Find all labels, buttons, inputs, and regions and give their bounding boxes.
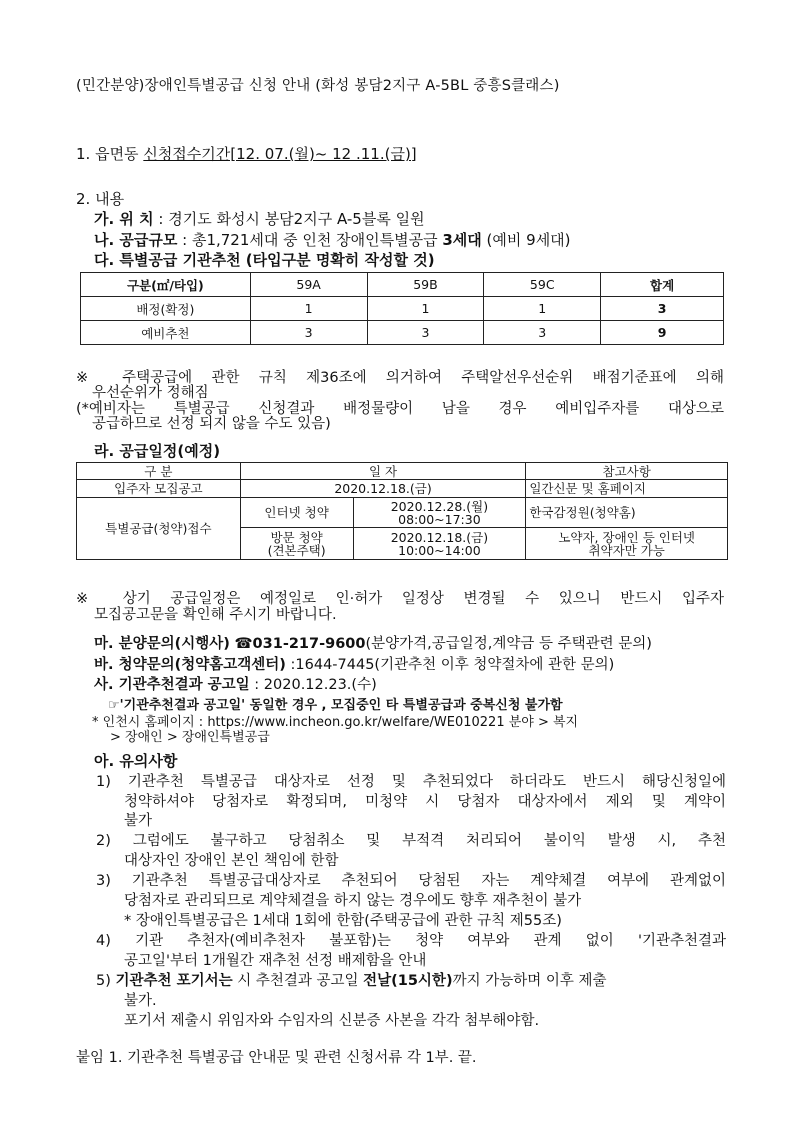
- note2-line1: ※ 상기 공급일정은 예정일로 인·허가 일정상 변경될 수 있으니 반드시 입주자: [76, 591, 724, 607]
- cell-total: 9: [601, 321, 724, 345]
- cell: 1: [484, 297, 601, 321]
- section2-label: 2. 내용: [76, 190, 125, 208]
- cell-total: 3: [601, 297, 724, 321]
- sales-inquiry-text: (분양가격,공급일정,계약금 등 주택관련 문의): [365, 636, 652, 652]
- visit-note-line2: 취약자만 가능: [588, 542, 665, 558]
- precaution-4-line2: 공고일'부터 1개월간 재추천 선정 배제함을 안내: [124, 953, 427, 969]
- note1-line4: 공급하므로 선정 되지 않을 수도 있음): [92, 416, 331, 432]
- visit-method: 방문 청약: [270, 529, 323, 545]
- precaution-3-line3: * 장애인특별공급은 1세대 1회에 한함(주택공급에 관한 규칙 제55조): [124, 913, 562, 929]
- table-row: [77, 498, 728, 528]
- precaution-5-text2: 까지 가능하며 이후 제출: [452, 973, 607, 989]
- visit-note-line1: 노약자, 장애인 등 인터넷: [558, 529, 695, 545]
- precaution-5-num: 5): [96, 973, 116, 989]
- header-59a: 59A: [250, 273, 367, 297]
- announcement-date: 2020.12.18.(금): [240, 480, 526, 498]
- result-announcement-date: : 2020.12.23.(수): [249, 677, 377, 693]
- visit-date-time: 10:00~14:00: [398, 542, 481, 558]
- supply-scale-tail: (예비 9세대): [481, 231, 571, 249]
- website-line2: > 장애인 > 장애인특별공급: [110, 730, 270, 745]
- schedule-header-date: 일 자: [240, 463, 526, 480]
- internet-date: [353, 498, 526, 528]
- precaution-1-line2: 청약하셔야 당첨자로 확정되며, 미청약 시 당첨자 대상자에서 제외 및 계약이: [124, 794, 726, 810]
- table-row: [77, 480, 728, 498]
- precaution-5-bold2: 전날(15시한): [363, 973, 453, 989]
- application-period: 신청접수기간[12. 07.(월)~ 12 .11.(금)]: [143, 145, 417, 163]
- sales-inquiry-line: [94, 632, 652, 653]
- result-announcement-label: 사. 기관추천결과 공고일: [94, 677, 250, 693]
- application-inquiry-text: :1644-7445(기관추천 이후 청약절차에 관한 문의): [285, 657, 615, 673]
- table-row: [81, 321, 724, 345]
- sales-inquiry-label: 마. 분양문의(시행사): [94, 636, 230, 652]
- cell: 3: [250, 321, 367, 345]
- section1-label: 1. 읍면동: [76, 145, 144, 163]
- result-announcement-line: [94, 673, 377, 694]
- table-row: [81, 297, 724, 321]
- internet-date-day: 2020.12.28.(월): [390, 498, 489, 514]
- supply-scale-count: 3세대: [442, 231, 482, 249]
- schedule-heading: 라. 공급일정(예정): [94, 442, 221, 460]
- schedule-header-row: [77, 463, 728, 480]
- precaution-2-line1: 2) 그럼에도 불구하고 당첨취소 및 부적격 처리되어 불이익 발생 시, 추천: [96, 833, 726, 849]
- header-59b: 59B: [367, 273, 484, 297]
- precaution-3-line2: 당첨자로 관리되므로 계약체결을 하지 않는 경우에도 향후 재추천이 불가: [124, 893, 582, 909]
- note2-line2: 모집공고문을 확인해 주시기 바랍니다.: [94, 607, 337, 623]
- precaution-3-line1: 3) 기관추천 특별공급대상자로 추천되어 당첨된 자는 계약체결 여부에 관계없이: [96, 873, 726, 889]
- precaution-5-bold1: 기관추천 포기서는: [115, 973, 233, 989]
- precautions-heading: 아. 유의사항: [94, 752, 178, 770]
- announcement-note: 일간신문 및 홈페이지: [526, 480, 728, 498]
- precaution-5-line3: 포기서 제출시 위임자와 수임자의 신분증 사본을 각각 첨부해야함.: [124, 1013, 540, 1029]
- precaution-4-line1: 4) 기관 추천자(예비추천자 불포함)는 청약 여부와 관계 없이 '기관추천결과: [96, 933, 726, 949]
- precaution-1-line3: 불가: [124, 813, 153, 829]
- supply-scale-text: : 총1,721세대 중 인천 장애인특별공급: [177, 231, 443, 249]
- cell: 1: [367, 297, 484, 321]
- visit-place: (견본주택): [267, 542, 326, 558]
- precaution-2-line2: 대상자인 장애인 본인 책임에 한함: [124, 853, 339, 869]
- application-inquiry-line: [94, 653, 614, 674]
- document-title: (민간분양)장애인특별공급 신청 안내 (화성 봉담2지구 A-5BL 중흥S클래스): [76, 78, 560, 94]
- application-inquiry-label: 바. 청약문의(청약홈고객센터): [94, 657, 286, 673]
- allocation-table: [80, 272, 724, 345]
- note1-line2: 우선순위가 정해짐: [92, 385, 209, 401]
- location-prefix: 가. 위 치: [94, 210, 154, 228]
- row-label: 배정(확정): [81, 297, 251, 321]
- announcement-label: 입주자 모집공고: [77, 480, 241, 498]
- visit-application: [240, 528, 353, 560]
- location-line: [94, 208, 425, 229]
- cell: 3: [367, 321, 484, 345]
- special-supply-label: 특별공급(청약)접수: [77, 498, 241, 560]
- sales-inquiry-phone: ☎031-217-9600: [234, 636, 366, 652]
- schedule-table: [76, 462, 728, 560]
- cell: 1: [250, 297, 367, 321]
- header-total: 합계: [601, 273, 724, 297]
- attachment-footer: 붙임 1. 기관추천 특별공급 안내문 및 관련 신청서류 각 1부. 끝.: [76, 1050, 477, 1066]
- row-label: 예비추천: [81, 321, 251, 345]
- visit-date: [353, 528, 526, 560]
- internet-application: 인터넷 청약: [240, 498, 353, 528]
- schedule-header-note: 참고사항: [526, 463, 728, 480]
- header-59c: 59C: [484, 273, 601, 297]
- precaution-1-line1: 1) 기관추천 특별공급 대상자로 선정 및 추천되었다 하더라도 반드시 해당신청일에: [96, 774, 726, 790]
- location-text: : 경기도 화성시 봉담2지구 A-5블록 일원: [153, 210, 425, 228]
- supply-scale-prefix: 나. 공급규모: [94, 231, 178, 249]
- website-line1: * 인천시 홈페이지 : https://www.incheon.go.kr/welfare/WE010221 분야 > 복지: [92, 715, 579, 730]
- note1-line1: ※ 주택공급에 관한 규칙 제36조에 의거하여 주택알선우선순위 배점기준표에 의해: [76, 370, 724, 386]
- table-header-row: [81, 273, 724, 297]
- visit-date-day: 2020.12.18.(금): [390, 529, 489, 545]
- note1-line3: (*예비자는 특별공급 신청결과 배정물량이 남을 경우 예비입주자를 대상으로: [76, 401, 724, 417]
- header-category: 구분(㎡/타입): [81, 273, 251, 297]
- duplicate-warning: ☞'기관추천결과 공고일' 동일한 경우 , 모집중인 타 특별공급과 중복신청 불가함: [108, 698, 563, 713]
- precaution-5-line1: [96, 969, 606, 990]
- internet-note: 한국감정원(청약홈): [526, 498, 728, 528]
- institution-recommend-heading: 다. 특별공급 기관추천 (타입구분 명확히 작성할 것): [94, 251, 435, 269]
- cell: 3: [484, 321, 601, 345]
- visit-note: [526, 528, 728, 560]
- internet-date-time: 08:00~17:30: [398, 511, 481, 527]
- section1: [76, 143, 417, 164]
- supply-scale-line: [94, 229, 571, 250]
- precaution-5-line2: 불가.: [124, 993, 157, 1009]
- precaution-5-text1: 시 추천결과 공고일: [232, 973, 364, 989]
- schedule-header-category: 구 분: [77, 463, 241, 480]
